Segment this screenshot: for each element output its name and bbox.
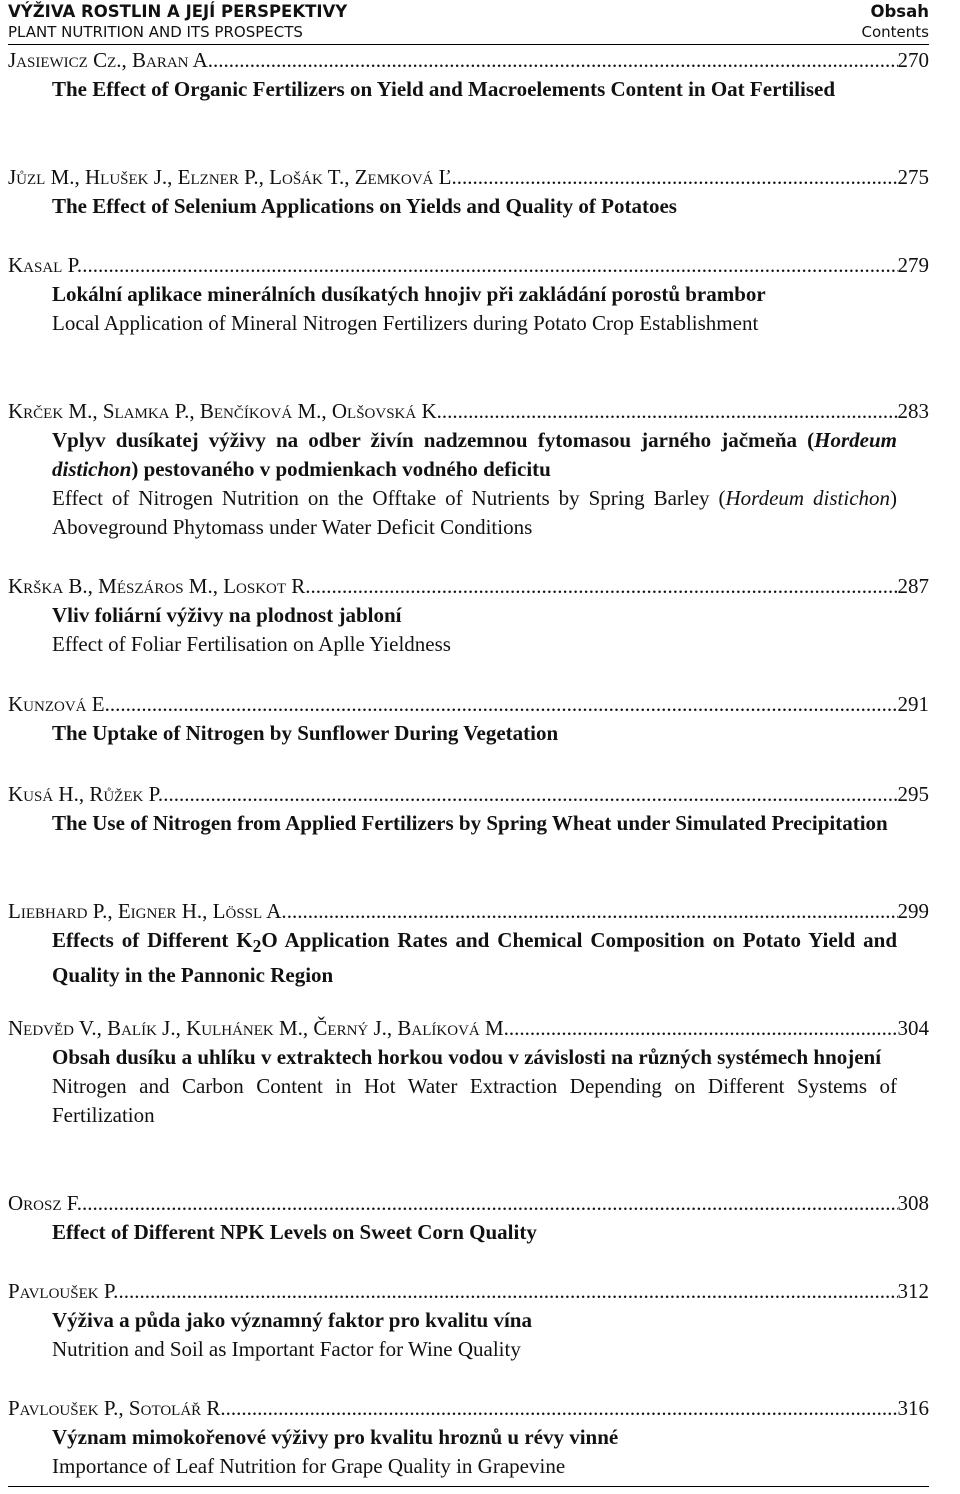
toc-authors: Kasal P. (8, 253, 83, 277)
toc-authors: Liebhard P., Eigner H., Lössl A. (8, 899, 287, 923)
subscript: 2 (252, 936, 262, 957)
toc-title-en: Nitrogen and Carbon Content in Hot Water Extraction Depending on Different Systems of Fertilization (52, 1074, 897, 1127)
dot-leader (110, 690, 898, 719)
toc-title-cz: Lokální aplikace minerálních dusíkatých hnojiv při zakládání porostů brambor (52, 282, 766, 306)
footer-divider (8, 1486, 929, 1487)
dot-leader (311, 572, 898, 601)
species-name: Hordeum distichon (725, 486, 891, 510)
toc-title-cz: Obsah dusíku a uhlíku v extraktech horkou vodou v závislosti na různých systémech hnojení (52, 1045, 882, 1069)
toc-page-number: 287 (897, 574, 929, 598)
section-title-cz: Obsah (870, 2, 929, 21)
toc-authors: Jasiewicz Cz., Baran A. (8, 48, 214, 72)
toc-authors: Orosz F. (8, 1191, 83, 1215)
toc-author-row (8, 163, 929, 192)
toc-entry[interactable] (8, 690, 929, 748)
dot-leader (163, 780, 897, 809)
toc-title-en: Importance of Leaf Nutrition for Grape Quality in Grapevine (52, 1454, 566, 1478)
toc-author-row (8, 1189, 929, 1218)
toc-author-row (8, 572, 929, 601)
toc-page-number: 304 (897, 1016, 929, 1040)
toc-title-en: The Effect of Organic Fertilizers on Yield and Macroelements Content in Oat Fertilised (52, 77, 836, 101)
publication-title-en: PLANT NUTRITION AND ITS PROSPECTS (8, 23, 303, 41)
title-text: Effect of Nitrogen Nutrition on the Offtake of Nutrients by Spring Barley ( (52, 486, 726, 510)
title-text: ) pestovaného v podmienkach vodného deficitu (131, 457, 551, 481)
toc-author-row (8, 397, 929, 426)
toc-page-number: 312 (897, 1279, 929, 1303)
toc-entry[interactable] (8, 46, 929, 104)
toc-authors: Kunzová E. (8, 692, 110, 716)
toc-page-number: 270 (897, 48, 929, 72)
toc-title-cz: Význam mimokořenové výživy pro kvalitu hroznů u révy vinné (52, 1425, 619, 1449)
toc-title-en: Effect of Foliar Fertilisation on Aplle Yieldness (52, 632, 451, 656)
toc-authors: Kusá H., Růžek P. (8, 782, 164, 806)
toc-entry[interactable] (8, 163, 929, 221)
toc-author-row (8, 1394, 929, 1423)
toc-page-number: 279 (897, 253, 929, 277)
section-title-en: Contents (861, 23, 929, 41)
species-name: Hordeum distichon (52, 428, 897, 481)
toc-entry[interactable] (8, 780, 929, 838)
toc-page-number: 283 (897, 399, 929, 423)
toc-title-cz (52, 426, 897, 484)
publication-title-cz: VÝŽIVA ROSTLIN A JEJÍ PERSPEKTIVY (8, 2, 348, 21)
toc-author-row (8, 251, 929, 280)
toc-author-row (8, 46, 929, 75)
toc-entry[interactable] (8, 897, 929, 990)
title-text: O Application Rates and Chemical Composition on Potato Yield and Quality in the Pannonic Region (52, 928, 897, 988)
toc-title-en: The Effect of Selenium Applications on Yields and Quality of Potatoes (52, 194, 677, 218)
toc-page-number: 308 (897, 1191, 929, 1215)
toc-title-en: The Uptake of Nitrogen by Sunflower During Vegetation (52, 721, 559, 745)
toc-title-en: Nutrition and Soil as Important Factor for Wine Quality (52, 1337, 521, 1361)
dot-leader (82, 1189, 897, 1218)
toc-authors: Krška B., Mészáros M., Loskot R. (8, 574, 311, 598)
toc-authors: Pavloušek P. (8, 1279, 119, 1303)
dot-leader (118, 1277, 897, 1306)
running-header (8, 0, 929, 45)
toc-authors: Pavloušek P., Sotolář R. (8, 1396, 226, 1420)
toc-entry[interactable] (8, 397, 929, 542)
toc-author-row (8, 897, 929, 926)
toc-page-number: 295 (897, 782, 929, 806)
toc-authors: Krček M., Slamka P., Benčíková M., Olšovská K. (8, 399, 442, 423)
dot-leader (509, 1014, 898, 1043)
toc-author-row (8, 690, 929, 719)
toc-page-number: 275 (897, 165, 929, 189)
dot-leader (457, 163, 898, 192)
toc-entry[interactable] (8, 1277, 929, 1364)
toc-entry[interactable] (8, 251, 929, 338)
toc-authors: Jůzl M., Hlušek J., Elzner P., Lošák T., Zemková Ľ. (8, 165, 457, 189)
title-text: ) Aboveground Phytomass under Water Deficit Conditions (52, 486, 898, 539)
title-text: Effects of Different K (52, 928, 253, 952)
dot-leader (226, 1394, 898, 1423)
dot-leader (287, 897, 898, 926)
toc-title-en (52, 926, 897, 990)
toc-author-row (8, 1277, 929, 1306)
toc-title-en: Local Application of Mineral Nitrogen Fertilizers during Potato Crop Establishment (52, 311, 759, 335)
toc-entry[interactable] (8, 1394, 929, 1481)
dot-leader (442, 397, 898, 426)
toc-title-en: The Use of Nitrogen from Applied Fertilizers by Spring Wheat under Simulated Precipitation (52, 811, 888, 835)
toc-authors: Nedvěd V., Balík J., Kulhánek M., Černý J., Balíková M. (8, 1016, 509, 1040)
toc-title-cz: Výživa a půda jako významný faktor pro kvalitu vína (52, 1308, 532, 1332)
title-text: Vplyv dusíkatej výživy na odber živín nadzemnou fytomasou jarného jačmeňa ( (52, 428, 815, 452)
toc-page-number: 316 (897, 1396, 929, 1420)
toc-entry[interactable] (8, 1014, 929, 1130)
toc-author-row (8, 1014, 929, 1043)
dot-leader (213, 46, 897, 75)
dot-leader (82, 251, 897, 280)
toc-entry[interactable] (8, 572, 929, 659)
toc-title-en (52, 484, 897, 542)
toc-page-number: 299 (897, 899, 929, 923)
toc-page-number: 291 (897, 692, 929, 716)
toc-author-row (8, 780, 929, 809)
toc-entry[interactable] (8, 1189, 929, 1247)
toc-title-cz: Vliv foliární výživy na plodnost jabloní (52, 603, 402, 627)
toc-title-en: Effect of Different NPK Levels on Sweet Corn Quality (52, 1220, 537, 1244)
